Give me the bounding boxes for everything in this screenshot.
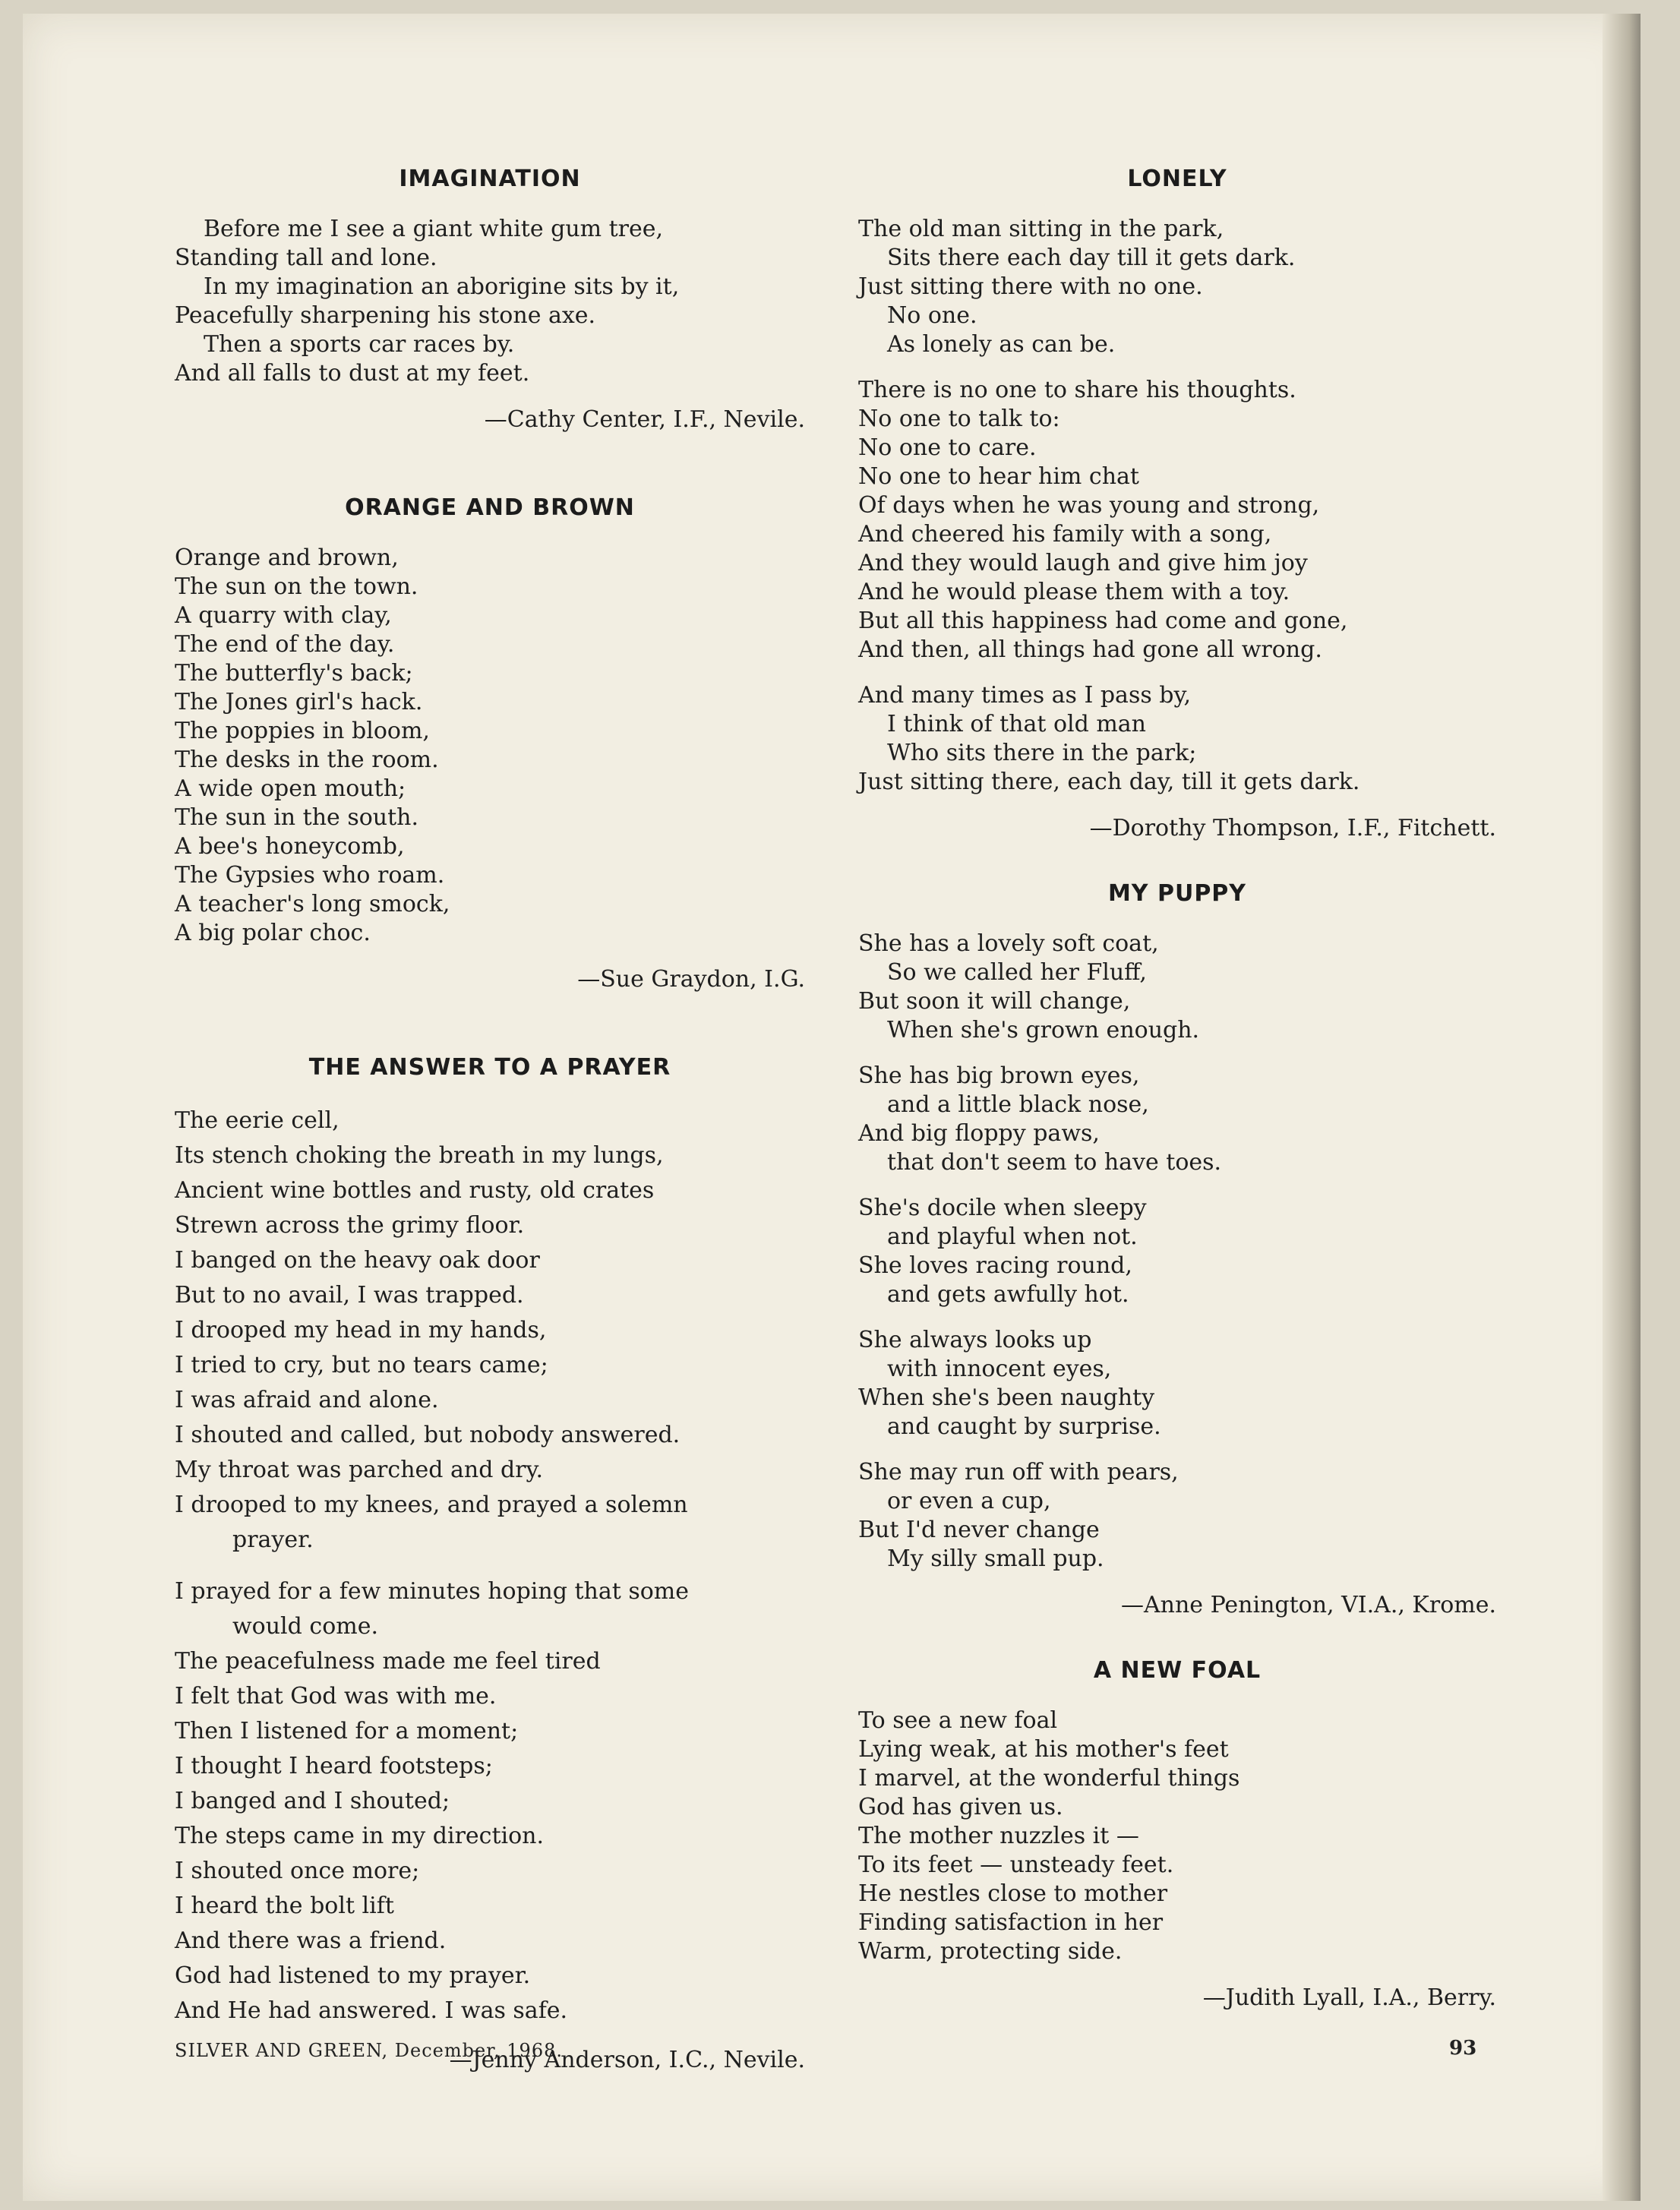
poem — [858, 1657, 1496, 2013]
poem-author: —Dorothy Thompson, I.F., Fitchett. — [1089, 815, 1496, 841]
poem-line: She has a lovely soft coat, — [858, 930, 1159, 957]
poem-line: And big floppy paws, — [858, 1120, 1100, 1147]
poem-line: or even a cup, — [887, 1488, 1051, 1514]
poem-body — [858, 1706, 1496, 1966]
poem-line: The eerie cell, — [175, 1107, 339, 1134]
poem-line: and caught by surprise. — [887, 1413, 1161, 1440]
poem-line: A teacher's long smock, — [175, 891, 450, 917]
stanza — [858, 1062, 1496, 1177]
poem-line: No one to hear him chat — [858, 463, 1139, 490]
poem-line: would come. — [232, 1613, 378, 1640]
poem-line: I felt that God was with me. — [175, 1683, 497, 1710]
stanza — [175, 215, 805, 388]
poem-line: I banged and I shouted; — [175, 1788, 450, 1814]
page-number: 93 — [1449, 2037, 1477, 2060]
poem-title: A NEW FOAL — [1093, 1657, 1262, 1684]
poem-line: I prayed for a few minutes hoping that some — [175, 1578, 689, 1605]
stanza — [858, 1458, 1496, 1574]
poem-line: She always looks up — [858, 1327, 1092, 1353]
poem-line: She loves racing round, — [858, 1252, 1132, 1279]
poem-body — [175, 1103, 805, 2028]
poem-line: The Gypsies who roam. — [175, 862, 445, 889]
poem-line: No one to talk to: — [858, 406, 1060, 432]
poem-line: Before me I see a giant white gum tree, — [204, 216, 664, 242]
poem-body — [858, 215, 1496, 797]
poem-line: Just sitting there, each day, till it gets dark. — [858, 769, 1360, 795]
poem-line: Peacefully sharpening his stone axe. — [175, 302, 596, 329]
poem-line: The Jones girl's hack. — [175, 689, 423, 715]
poem-line: I thought I heard footsteps; — [175, 1753, 493, 1779]
poem-line: He nestles close to mother — [858, 1880, 1168, 1907]
poem — [175, 1054, 805, 2076]
poem-line: As lonely as can be. — [887, 331, 1116, 358]
poem-line: There is no one to share his thoughts. — [858, 377, 1296, 403]
poem-line: So we called her Fluff, — [887, 959, 1147, 986]
poem-line: But soon it will change, — [858, 988, 1131, 1015]
stanza — [858, 1194, 1496, 1309]
poem-line: The steps came in my direction. — [175, 1823, 545, 1849]
poem-line: A big polar choc. — [175, 920, 371, 946]
poem-line: The desks in the room. — [175, 747, 439, 773]
poem-line: A quarry with clay, — [175, 602, 392, 629]
poem-title: THE ANSWER TO A PRAYER — [308, 1054, 671, 1081]
poem — [175, 166, 805, 435]
poem-line: The mother nuzzles it — — [858, 1823, 1139, 1849]
poem-title: MY PUPPY — [1107, 880, 1247, 907]
poem — [175, 494, 805, 995]
stanza — [175, 544, 805, 948]
poem-line: and a little black nose, — [887, 1091, 1149, 1118]
poem-body — [175, 544, 805, 948]
poem-author: —Anne Penington, VI.A., Krome. — [1120, 1592, 1496, 1618]
poem-line: I was afraid and alone. — [175, 1387, 439, 1413]
poem-body — [858, 930, 1496, 1574]
poem-line: The sun on the town. — [175, 573, 418, 600]
poem-line: Ancient wine bottles and rusty, old crates — [175, 1177, 655, 1204]
stanza — [858, 1706, 1496, 1966]
poem-line: I think of that old man — [887, 711, 1147, 737]
poem-line: But to no avail, I was trapped. — [175, 1282, 524, 1309]
poem-line: Then I listened for a moment; — [175, 1718, 519, 1744]
poem-line: To its feet — unsteady feet. — [858, 1852, 1174, 1878]
poem-line: And all falls to dust at my feet. — [175, 360, 530, 387]
poem-line: Standing tall and lone. — [175, 245, 437, 271]
poem-line: I marvel, at the wonderful things — [858, 1765, 1240, 1792]
poem-title: LONELY — [1127, 166, 1227, 192]
poem-line: and gets awfully hot. — [887, 1281, 1129, 1308]
stanza — [858, 376, 1496, 665]
poem-line: I heard the bolt lift — [175, 1893, 394, 1919]
poem-author: —Jenny Anderson, I.C., Nevile. — [449, 2047, 805, 2073]
poem-line: No one to care. — [858, 434, 1037, 461]
poem-line: A bee's honeycomb, — [175, 833, 405, 860]
poem-title: IMAGINATION — [399, 166, 581, 192]
poem-line: Orange and brown, — [175, 545, 399, 571]
poem-line: Finding satisfaction in her — [858, 1909, 1164, 1936]
poem-line: And then, all things had gone all wrong. — [858, 636, 1322, 663]
poem-line: prayer. — [232, 1526, 314, 1553]
poem-author: —Judith Lyall, I.A., Berry. — [1202, 1984, 1496, 2011]
poem-line: I drooped to my knees, and prayed a solemn — [175, 1492, 688, 1518]
poem-line: I tried to cry, but no tears came; — [175, 1352, 548, 1378]
poem-line: The butterfly's back; — [175, 660, 413, 687]
poem-line: I shouted and called, but nobody answered. — [175, 1422, 681, 1448]
poem — [858, 166, 1496, 844]
poem-line: Warm, protecting side. — [858, 1938, 1123, 1965]
poem-line: I drooped my head in my hands, — [175, 1317, 547, 1343]
stanza — [858, 930, 1496, 1045]
poem-author: —Cathy Center, I.F., Nevile. — [484, 406, 805, 433]
stanza — [858, 215, 1496, 359]
poem-line: But all this happiness had come and gone, — [858, 608, 1348, 634]
stanza — [858, 681, 1496, 797]
poem-line: When she's been naughty — [858, 1384, 1155, 1411]
right-column — [858, 166, 1496, 2013]
poem-line: And many times as I pass by, — [858, 682, 1191, 709]
poem-line: I shouted once more; — [175, 1858, 420, 1884]
poem-line: My throat was parched and dry. — [175, 1457, 543, 1483]
poem-line: Sits there each day till it gets dark. — [887, 245, 1296, 271]
stanza — [175, 1574, 805, 2028]
poem — [858, 880, 1496, 1621]
poem-line: She may run off with pears, — [858, 1459, 1179, 1485]
poem-line: Who sits there in the park; — [887, 740, 1197, 766]
poem-title: ORANGE AND BROWN — [345, 494, 635, 521]
poem-line: with innocent eyes, — [887, 1356, 1112, 1382]
page — [23, 14, 1641, 2201]
poem-line: Of days when he was young and strong, — [858, 492, 1320, 519]
poem-line: Strewn across the grimy floor. — [175, 1212, 525, 1239]
poem-line: And he would please them with a toy. — [858, 579, 1290, 605]
poem-line: But I'd never change — [858, 1517, 1100, 1543]
poem-line: The peacefulness made me feel tired — [175, 1648, 601, 1675]
left-column — [175, 166, 805, 2076]
poem-line: She has big brown eyes, — [858, 1062, 1140, 1089]
stanza — [175, 1103, 805, 1558]
poem-line: My silly small pup. — [887, 1545, 1104, 1572]
poem-line: God had listened to my prayer. — [175, 1962, 531, 1989]
stanza — [858, 1326, 1496, 1441]
book-spine-shadow — [1603, 14, 1641, 2201]
poem-line: The old man sitting in the park, — [858, 216, 1224, 242]
poem-line: that don't seem to have toes. — [887, 1149, 1222, 1176]
poem-line: Lying weak, at his mother's feet — [858, 1736, 1229, 1763]
poem-line: In my imagination an aborigine sits by it, — [204, 273, 680, 300]
poem-line: And there was a friend. — [175, 1927, 447, 1954]
footer-publication: SILVER AND GREEN, December, 1968. — [175, 2040, 563, 2061]
poem-line: And cheered his family with a song, — [858, 521, 1272, 548]
poem-line: A wide open mouth; — [175, 775, 406, 802]
poem-line: The sun in the south. — [175, 804, 419, 831]
poem-line: Then a sports car races by. — [204, 331, 515, 358]
poem-line: She's docile when sleepy — [858, 1195, 1147, 1221]
poem-line: Its stench choking the breath in my lungs, — [175, 1142, 664, 1169]
poem-body — [175, 215, 805, 388]
poem-line: To see a new foal — [858, 1707, 1058, 1734]
poem-author: —Sue Graydon, I.G. — [577, 966, 805, 993]
poem-line: And they would laugh and give him joy — [858, 550, 1308, 576]
poem-line: Just sitting there with no one. — [858, 273, 1203, 300]
poem-line: The end of the day. — [175, 631, 395, 658]
poem-line: No one. — [887, 302, 977, 329]
poem-line: When she's grown enough. — [887, 1017, 1200, 1043]
poem-line: God has given us. — [858, 1794, 1063, 1820]
poem-line: And He had answered. I was safe. — [175, 1997, 568, 2024]
poem-line: and playful when not. — [887, 1223, 1138, 1250]
poem-line: The poppies in bloom, — [175, 718, 430, 744]
poem-line: I banged on the heavy oak door — [175, 1247, 540, 1274]
